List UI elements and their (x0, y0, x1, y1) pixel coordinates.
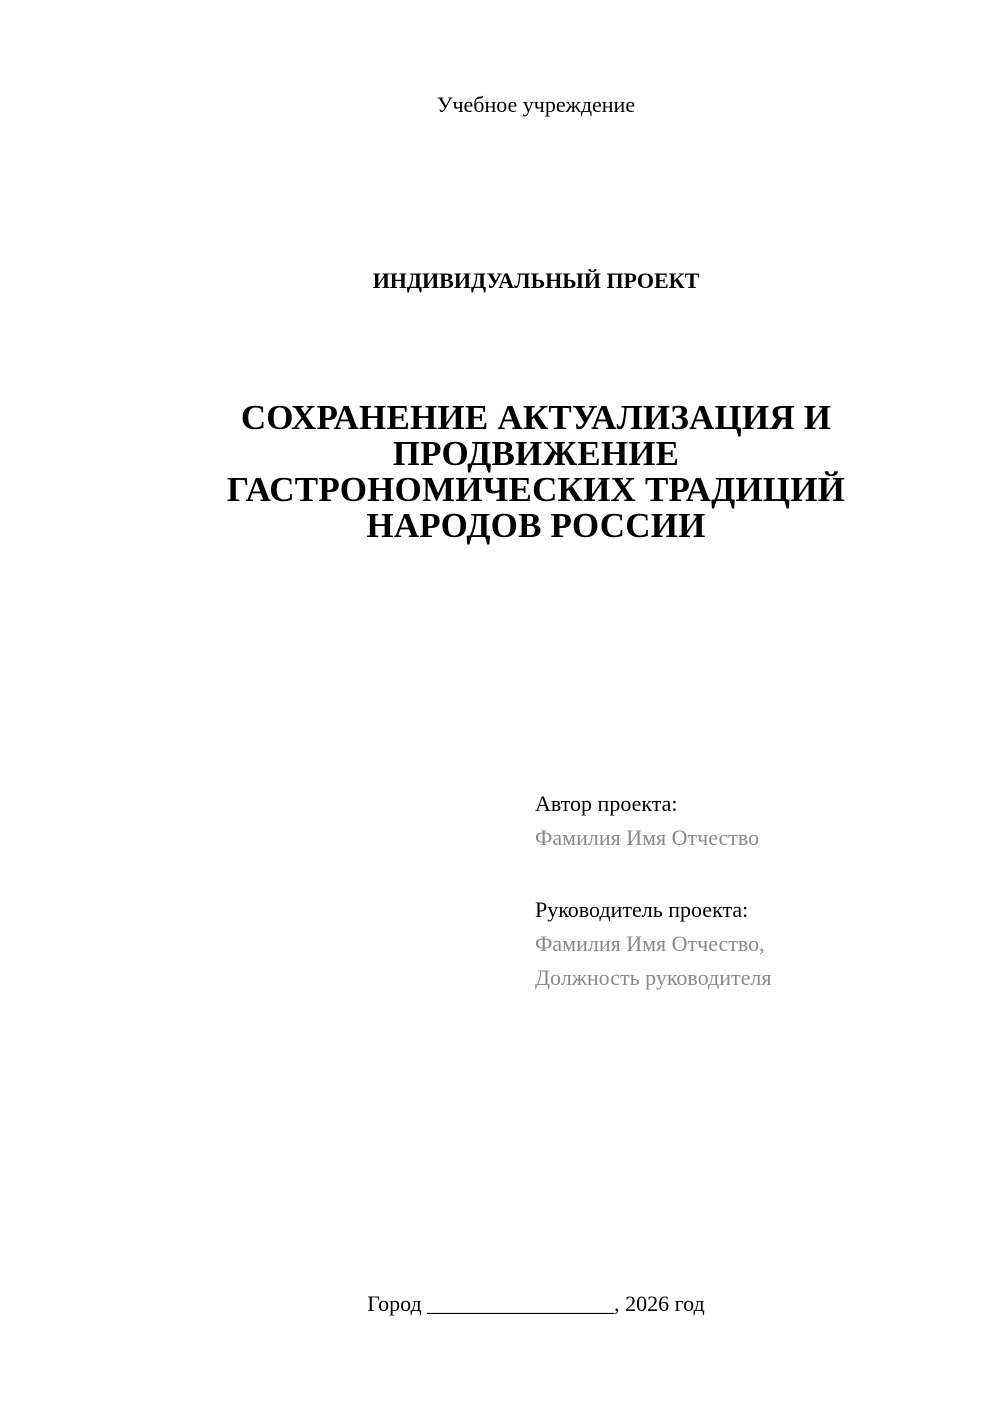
supervisor-name: Фамилия Имя Отчество, (535, 931, 765, 956)
supervisor-label: Руководитель проекта: (535, 897, 749, 922)
project-title-line: ПРОДВИЖЕНИЕ (392, 434, 680, 473)
project-title-line: СОХРАНЕНИЕ АКТУАЛИЗАЦИЯ И (240, 398, 832, 437)
author-block (535, 787, 975, 855)
project-title (150, 400, 922, 544)
institution-name: Учебное учреждение (436, 92, 636, 117)
supervisor-position: Должность руководителя (535, 965, 772, 990)
city-year-line: Город _________________, 2026 год (367, 1291, 705, 1316)
author-name: Фамилия Имя Отчество (535, 825, 760, 850)
author-label: Автор проекта: (535, 791, 678, 816)
project-title-line: ГАСТРОНОМИЧЕСКИХ ТРАДИЦИЙ (226, 470, 846, 509)
supervisor-block (535, 893, 975, 995)
project-type-heading: ИНДИВИДУАЛЬНЫЙ ПРОЕКТ (372, 268, 700, 293)
project-title-line: НАРОДОВ РОССИИ (366, 506, 706, 545)
